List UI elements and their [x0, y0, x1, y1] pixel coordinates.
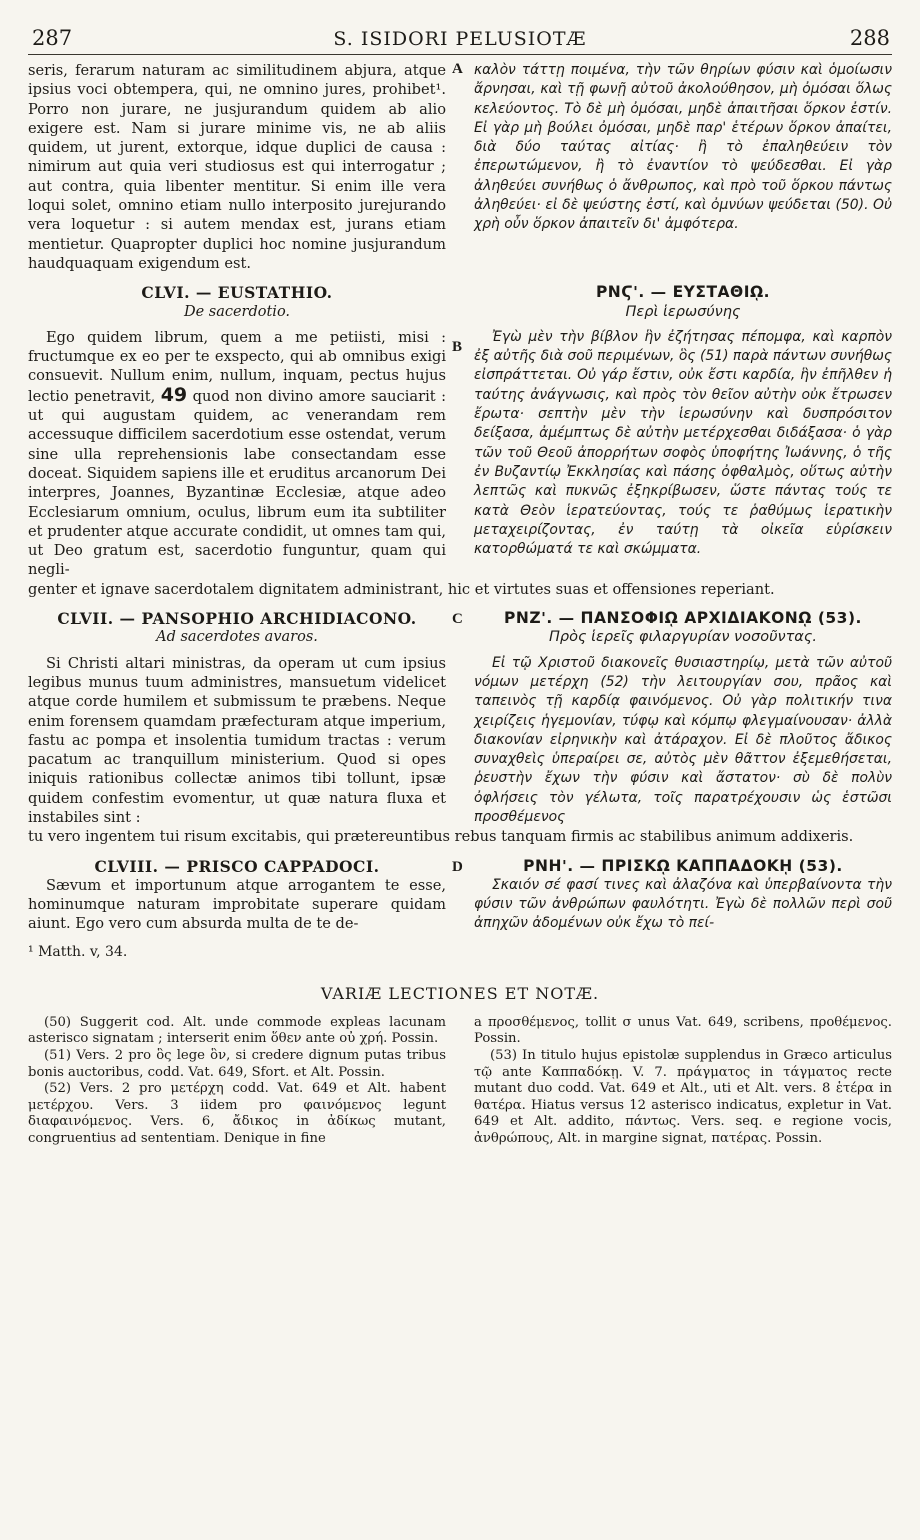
latin-column: [28, 273, 446, 579]
epistle-heading: ΡΝΗ'. — ΠΡΙΣΚῼ ΚΑΠΠΑΔΟΚῌ (53).: [523, 856, 843, 875]
latin-text: Ego quidem librum, quem a me petiisti, misi : fructumque ex eo per te exspecto, qui ab omnibus exigi consuevit. Nullum enim, nullum, inquam, pectus hujus lectio penetravit,: [28, 328, 446, 405]
latin-column: [28, 847, 446, 934]
column-number: 49: [160, 383, 188, 406]
greek-column: [474, 273, 892, 579]
latin-text: seris, ferarum naturam ac similitudinem abjura, atque ipsius voci obtempera, qui, ne omnino jures, prohibet¹. Porro non jurare, ne jusjurandum quidem ab alio exigere est. Nam si jurare minime vis, ne ab aliis quidem, ut jurent, extorque, idque duplici de causa : nimirum aut quia veri studiosus est qui interrogatur ; aut contra, quia libenter mentitur. Si enim ille vera loqui solet, omnino etiam nullo interposito jurejurando vera loquetur : si autem mendax est, jurans etiam mentietur. Quapropter duplici hoc nomine jusjurandum haudquaquam exigendum est.: [28, 62, 446, 272]
epistle-text: Εἰ τῷ Χριστοῦ διακονεῖς θυσιαστηρίῳ, μετὰ τῶν αὐτοῦ νόμων μετέρχη (52) τὴν λειτουργίαν σου, πρᾶος καὶ ταπεινὸς τῇ καρδίᾳ φαινόμενος. Οὐ γὰρ πολιτικήν τινα χειρίζεις ἡγεμονίαν, τύφῳ καὶ κόμπῳ φλεγμαίνουσαν· ἀλλὰ διακονίαν εἰρηνικὴν καὶ ἀτάραχον. Εἰ δὲ πλοῦτος ἄδικος συναχθεὶς ὑπεραίρει σε, αὐτὸς μὲν θᾶττον ἐξεμεθήσεται, ῥευστὴν ἔχων τὴν φύσιν καὶ ἄστατον· σὺ δὲ πολὺν ὀφλήσεις τὸν γέλωτα, τοῖς παρατρέχουσιν ὡς ἑστῶσι προσθέμενος: [474, 654, 892, 825]
epistle-heading: ΡΝΖ'. — ΠΑΝΣΟΦΙῼ ΑΡΧΙΔΙΑΚΟΝῼ (53).: [504, 609, 862, 628]
note-item: a προσθέμενος, tollit σ unus Vat. 649, scribens, προθέμενος. Possin.: [474, 1014, 892, 1047]
note-item: (52) Vers. 2 pro μετέρχη codd. Vat. 649 et Alt. habent μετέρχου. Vers. 3 iidem pro φαινόμενος legunt διαφαινόμενος. Vers. 6, ἄδικος in ἀδίκως mutant, congruentius ad sententiam. Denique in fine: [28, 1081, 446, 1146]
greek-column: [474, 61, 892, 273]
greek-text: καλὸν τάττῃ ποιμένα, τὴν τῶν θηρίων φύσιν καὶ ὁμοίωσιν ἄρνησαι, καὶ τῇ φωνῇ αὐτοῦ ἀκολούθησον, μὴ ὀμόσαι ὅλως κελεύοντος. Τὸ δὲ μὴ ὀμόσαι, μηδὲ ἀπαιτῆσαι ὅρκον ἐστίν. Εἰ γὰρ μὴ βούλει ὀμόσαι, μηδὲ παρ' ἑτέρων ὅρκον ἀπαίτει, διὰ δύο ταύτας αἰτίας· ἢ τὸ ἐπαληθεύειν τὸν ἐπερωτώμενον, ἢ τὸ ἐναντίον τὸ ψεύδεσθαι. Εἰ γὰρ ἀληθεύει συνήθως ὁ ἄνθρωπος, καὶ πρὸ τοῦ ὅρκου πάντως ἀληθεύει· εἰ δὲ ψεύστης ἐστί, καὶ ὀμνύων ψεύδεται (50). Οὐ χρὴ οὖν ὅρκον ἀπαιτεῖν δι' ἀμφότερα.: [474, 62, 892, 233]
notes-title: VARIÆ LECTIONES ET NOTÆ.: [320, 983, 600, 1003]
notes-column-left: [28, 1015, 446, 1148]
epistle-subheading: Ad sacerdotes avaros.: [156, 629, 318, 646]
epistle-157: [28, 599, 892, 827]
full-width-line: tu vero ingentem tui risum excitabis, qui prætereuntibus rebus tanquam firmis ac stabilibus animum addixeris.: [28, 828, 854, 846]
page-number-right: 288: [849, 26, 890, 50]
epistle-text: Sævum et importunum atque arrogantem te esse, hominumque naturam improbitate superare quidam aiunt. Ego vero cum absurda multa de te de-: [28, 876, 446, 933]
full-width-line: genter et ignave sacerdotalem dignitatem administrant, hic et virtutes suas et offensiones reperiant.: [28, 580, 775, 598]
notes-section: [28, 1015, 892, 1148]
note-item: (53) In titulo hujus epistolæ supplendus in Græco articulus τῷ ante Καππαδόκῃ. V. 7. πράγματος in τάγματος recte mutant duo codd. Vat. 649 et Alt., uti et Alt. vers. 8 ἑτέρα in θατέρα. Hiatus versus 12 asterisco indicatus, expletur in Vat. 649 et Alt. addito, πάντως. Vers. seq. e regione vocis, ἀνθρώπους, Alt. in margine signat, πατέρας. Possin.: [474, 1047, 892, 1146]
latin-column: [28, 599, 446, 827]
running-title: S. ISIDORI PELUSIOTÆ: [333, 28, 587, 50]
page-number-left: 287: [32, 26, 73, 50]
notes-column-right: [474, 1015, 892, 1148]
epistle-text: Si Christi altari ministras, da operam ut cum ipsius legibus munus tuum administres, mansuetum videlicet atque corde humilem et submissum te præbens. Neque enim forensem quamdam præfecturam atque imperium, fastu ac pompa et insolentia tumidum tractas : verum pacatum ac tranquillum ministerium. Quod si opes iniquis rationibus collectæ animos tibi tollunt, ipsæ quidem confestim evomentur, ut quæ natura fluxa et instabiles sint :: [28, 654, 446, 826]
epistle-text: Ἐγὼ μὲν τὴν βίβλον ἣν ἐζήτησας πέπομφα, καὶ καρπὸν ἐξ αὐτῆς διὰ σοῦ περιμένων, ὃς (51) παρὰ πάντων συνήθως εἰσπράττεται. Οὐ γάρ ἔστιν, οὐκ ἔστι καρδία, ἣν ἐπῆλθεν ἡ ταύτης ἀνάγνωσις, καὶ πρὸς τὸν θεῖον αὐτὴν οὐκ ἔτρωσεν ἔρωτα· σεπτὴν μὲν τὴν ἱερωσύνην καὶ δυσπρόσιτον δείξασα, ἀμέμπτως δὲ αὐτὴν μετέρχεσθαι διδάξασα· ὁ γὰρ τῶν τοῦ Θεοῦ ἀπορρήτων σοφὸς ὑποφήτης Ἰωάννης, ὁ τῆς ἐν Βυζαντίῳ Ἐκκλησίας καὶ πάσης ὀφθαλμὸς, οὕτως αὐτὴν λεπτῶς καὶ πυκνῶς ἐξηκρίβωσεν, ὥστε πάντας τούς τε κατὰ Θεὸν ἱερατεύοντας, τούς τε ῥαθύμως ἱερατικὴν μεταχειρίζοντας, ἐν ταύτῃ τὰ οἰκεῖα εὑρίσκειν κατορθώματά τε καὶ σκώμματα.: [474, 328, 892, 558]
epistle-subheading: Πρὸς ἱερεῖς φιλαργυρίαν νοσοῦντας.: [548, 629, 817, 646]
epistle-subheading: Περὶ ἱερωσύνης: [625, 303, 741, 320]
epistle-text: Σκαιόν σέ φασί τινες καὶ ἀλαζόνα καὶ ὑπερβαίνοντα τὴν φύσιν τῶν ἀνθρώπων φαυλότητι. Ἐγὼ δὲ πολλῶν περὶ σοῦ ἀπηχῶν ἀδομένων οὐκ ἔχω τὸ πεί-: [474, 876, 892, 932]
epistle-heading: ΡΝϚ'. — ΕΥΣΤΑΘΙῼ.: [595, 283, 771, 302]
epistle-156: [28, 273, 892, 579]
epistle-158: [28, 847, 892, 934]
epistle-heading: CLVI. — EUSTATHIO.: [141, 283, 333, 303]
latin-column: [28, 61, 446, 273]
margin-marker-d: D: [452, 858, 463, 875]
latin-text: quod non divino amore sauciarit : ut qui augustam quidem, ac venerandam rem accessuque difficilem sacerdotium esse ostendat, verum sine ulla reprehensionis labe consectandam esse doceat. Siquidem sapiens ille et eruditus arcanorum Dei interpres, Joannes, Byzantinæ Ecclesiæ, atque adeo Ecclesiarum omnium, oculus, librum eum ita subtiliter et prudenter atque accurate condidit, ut omnes tam qui, ut Deo gratum est, sacerdotio funguntur, quam qui negli-: [28, 387, 447, 579]
margin-marker-a: A: [452, 61, 463, 77]
note-item: (50) Suggerit cod. Alt. unde commode expleas lacunam asterisco signatam ; interserit enim ὅθεν ante οὐ χρή. Possin.: [28, 1014, 446, 1047]
margin-marker-b: B: [452, 339, 463, 356]
greek-column: [474, 599, 892, 827]
epistle-text: [28, 328, 446, 580]
epistle-subheading: De sacerdotio.: [183, 303, 291, 320]
running-header: [28, 20, 892, 55]
epistle-heading: CLVIII. — PRISCO CAPPADOCI.: [94, 856, 380, 876]
note-item: (51) Vers. 2 pro ὃς lege ὃν, si credere dignum putas tribus bonis auctoribus, codd. Vat. 649, Sfort. et Alt. Possin.: [28, 1047, 446, 1080]
margin-marker-c: C: [452, 611, 463, 628]
epistle-heading: CLVII. — PANSOPHIO ARCHIDIACONO.: [57, 609, 417, 629]
greek-column: [474, 847, 892, 934]
continuation-block: [28, 61, 892, 273]
page: [28, 20, 892, 1520]
footnote: ¹ Matth. v, 34.: [28, 943, 128, 960]
